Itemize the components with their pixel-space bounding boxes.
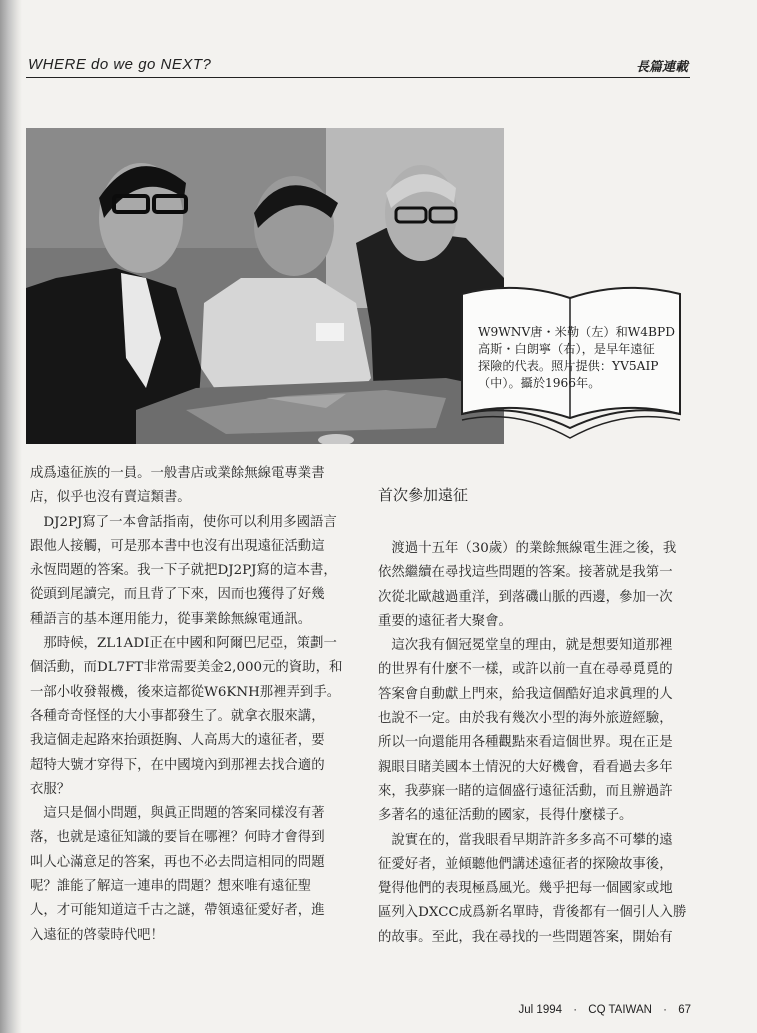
photo-illustration — [26, 128, 504, 444]
caption-line: W9WNV唐・米勒（左）和W4BPD — [478, 325, 675, 339]
text-line: 成爲遠征族的一員。一般書店或業餘無線電專業書 — [30, 466, 325, 481]
page-binding-shadow — [0, 0, 22, 1033]
header-rule — [26, 77, 690, 79]
text-line: 叫人心滿意足的答案，再也不必去問這相同的問題 — [30, 854, 325, 870]
right-column — [378, 537, 698, 950]
series-title: WHERE do we go NEXT? — [28, 56, 212, 73]
text-line: 種語言的基本運用能力，從事業餘無線電通訊。 — [30, 611, 312, 627]
footer-separator: · — [573, 1004, 578, 1016]
text-line: 這次我有個冠冕堂皇的理由，就是想要知道那裡 — [378, 638, 673, 654]
text-line: DJ2PJ寫了一本會話指南，使你可以利用多國語言 — [30, 514, 337, 530]
text-line: 的世界有什麼不一樣，或許以前一直在尋尋覓覓的 — [378, 662, 673, 678]
text-line: 落，也就是遠征知識的要旨在哪裡？何時才會得到 — [30, 830, 325, 846]
text-line: 來，我夢寐一睹的這個盛行遠征活動，而且辦過許 — [378, 783, 673, 799]
text-line: 說實在的，當我眼看早期許許多多高不可攀的遠 — [378, 832, 673, 848]
text-line: 征愛好者，並傾聽他們講述遠征者的探險故事後， — [378, 856, 673, 872]
left-column — [30, 462, 360, 948]
footer-separator: · — [663, 1004, 667, 1016]
caption-line: （中）。攝於1966年。 — [478, 376, 601, 390]
text-line: 人，才可能知道這千古之謎，帶領遠征愛好者，進 — [30, 903, 325, 919]
text-line: 入遠征的啓蒙時代吧！ — [30, 927, 164, 943]
text-line: 個活動，而DL7FT非常需要美金2,000元的資助，和 — [30, 660, 343, 676]
text-line: 重要的遠征者大聚會。 — [378, 613, 512, 629]
text-line: 一部小收發報機，後來這都從W6KNH那裡弄到手。 — [30, 684, 341, 700]
series-label: 長篇連載 — [635, 60, 688, 75]
caption-line: 高斯・白朗寧（右），是早年遠征 — [478, 342, 655, 356]
section-heading: 首次參加遠征 — [378, 486, 469, 504]
running-header — [26, 54, 690, 78]
text-line: 呢？誰能了解這一連串的問題？想來唯有遠征聖 — [30, 879, 312, 895]
magazine-name: CQ TAIWAN — [588, 1004, 652, 1016]
text-line: 衣服？ — [30, 781, 71, 797]
text-line: 這只是個小問題，與眞正問題的答案同樣沒有著 — [30, 806, 325, 822]
text-line: 渡過十五年（30歲）的業餘無線電生涯之後，我 — [378, 541, 677, 556]
text-line: 區列入DXCC成爲新名單時，背後都有一個引人入勝 — [378, 905, 687, 921]
text-line: 那時候，ZL1ADI正在中國和阿爾巴尼亞，策劃一 — [30, 636, 337, 652]
text-line: 超特大號才穿得下，在中國境內到那裡去找合適的 — [30, 757, 325, 773]
text-line: 答案會自動獻上門來，給我這個酷好追求眞理的人 — [378, 686, 673, 702]
photo-caption — [478, 324, 675, 392]
photo — [26, 128, 504, 444]
text-line: 也說不一定。由於我有幾次小型的海外旅遊經驗， — [378, 711, 673, 727]
text-line: 從頭到尾讀完，而且背了下來，因而也獲得了好幾 — [30, 587, 325, 603]
text-line: 次從北歐越過重洋，到落磯山脈的西邊，參加一次 — [378, 589, 673, 605]
page-footer — [515, 1004, 695, 1016]
text-line: 我這個走起路來抬頭挺胸、人高馬大的遠征者，要 — [30, 733, 325, 749]
issue-date: Jul 1994 — [518, 1004, 563, 1016]
text-line: 跟他人接觸，可是那本書中也沒有出現遠征活動這 — [30, 538, 325, 554]
text-line: 所以一向還能用各種觀點來看這個世界。現在正是 — [378, 735, 673, 751]
page-number: 67 — [678, 1004, 691, 1016]
text-line: 多著名的遠征活動的國家，長得什麼樣子。 — [378, 808, 633, 824]
text-line: 依然繼續在尋找這些問題的答案。接著就是我第一 — [378, 565, 673, 581]
text-line: 覺得他們的表現極爲風光。幾乎把每一個國家或地 — [378, 881, 673, 897]
text-line: 親眼目睹美國本土情況的大好機會，看看過去多年 — [378, 759, 673, 775]
text-line: 永恆問題的答案。我一下子就把DJ2PJ寫的這本書， — [30, 563, 337, 579]
text-line: 店，似乎也沒有賣這類書。 — [30, 490, 191, 506]
text-line: 的故事。至此，我在尋找的一些問題答案，開始有 — [378, 929, 673, 945]
text-line: 各種奇奇怪怪的大小事都發生了。就拿衣服來講， — [30, 708, 325, 724]
caption-line: 探險的代表。照片提供：YV5AIP — [478, 359, 659, 373]
